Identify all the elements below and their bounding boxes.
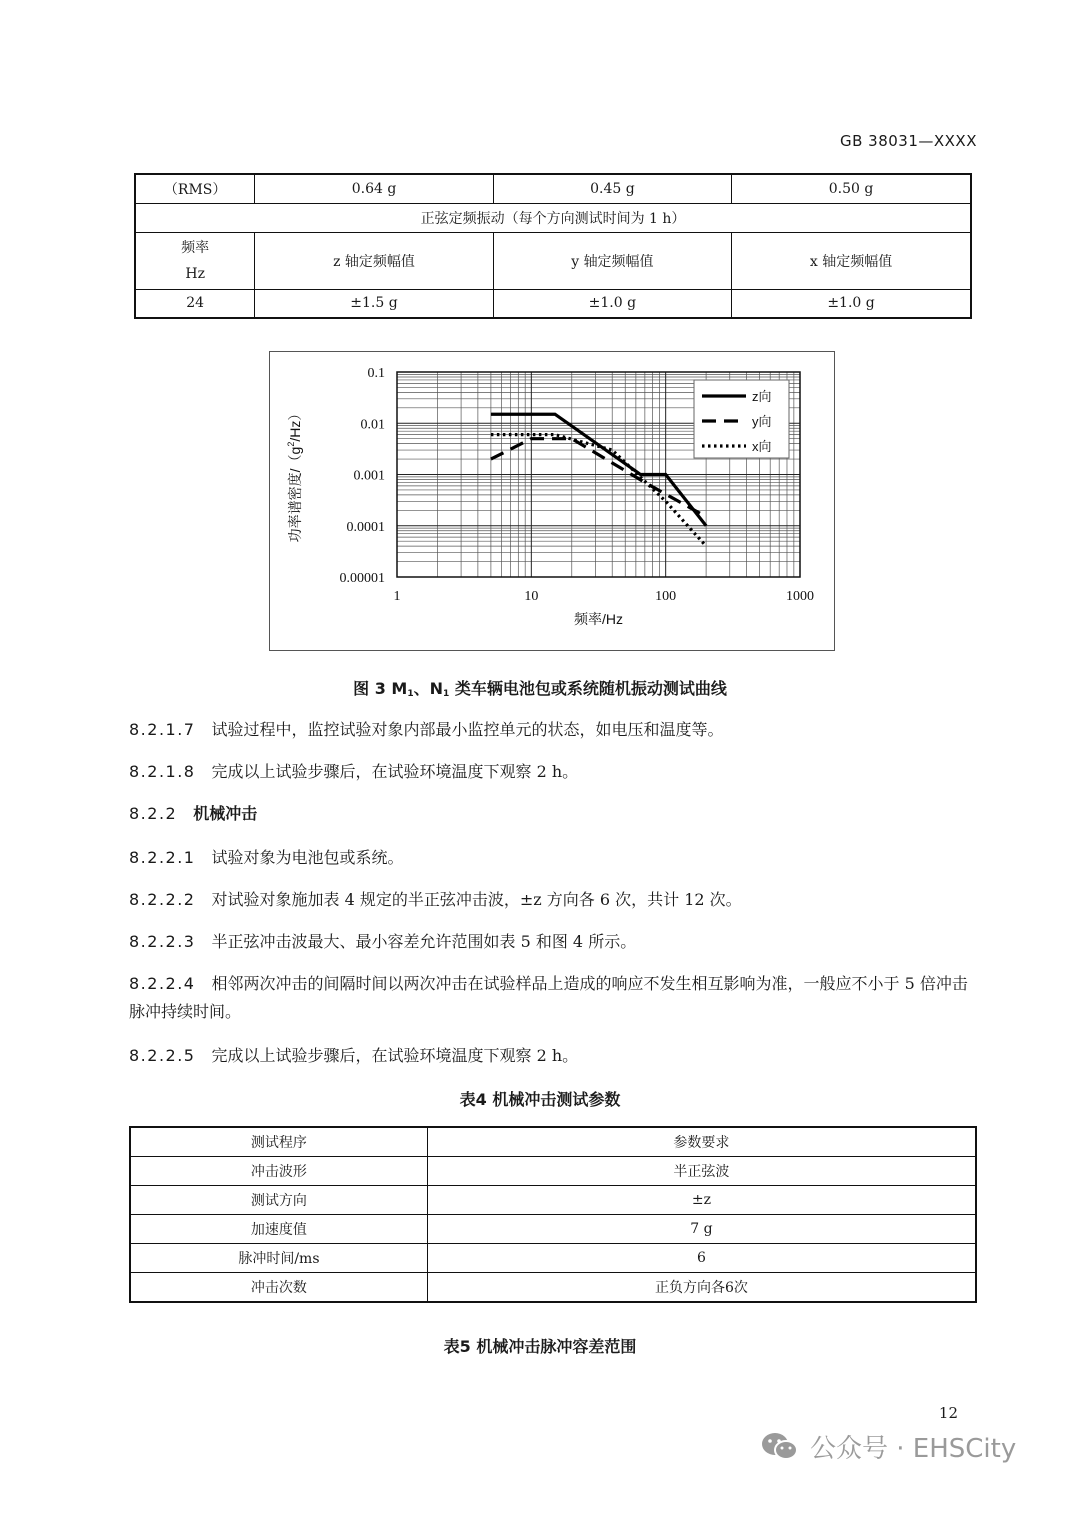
table-cell: 参数要求: [427, 1127, 976, 1157]
y-axis-label: 功率谱密度$/(g^2/Hz)$: [286, 406, 303, 543]
z-amplitude-header: z 轴定频幅值: [255, 232, 493, 289]
figure-caption: 图 3 $M_1$、$N_1$ 类车辆电池包或系统随机振动测试曲线: [353, 679, 727, 699]
y-tick-label: 0.0001: [346, 519, 385, 535]
z-amplitude-value: ±1.5 g: [255, 289, 493, 318]
section-heading-8-2-2: 8.2.2 机械冲击: [129, 804, 258, 823]
y-tick-label: 0.001: [353, 468, 385, 484]
rms-y-value: 0.45 g: [493, 174, 731, 203]
table-cell: 7 g: [427, 1215, 976, 1244]
x-tick-label: 10: [524, 589, 539, 604]
rms-x-value: 0.50 g: [732, 174, 971, 203]
vibration-params-table: [134, 173, 972, 319]
table-cell: 冲击波形: [130, 1157, 427, 1186]
paragraph-8-2-2-1: 8.2.2.1 试验对象为电池包或系统。: [129, 848, 404, 867]
table-cell: ±z: [427, 1186, 976, 1215]
table-cell: 脉冲时间/ms: [130, 1244, 427, 1273]
sine-vibration-title: 正弦定频振动（每个方向测试时间为 1 h）: [135, 203, 971, 232]
table5-caption: 表5 机械冲击脉冲容差范围: [443, 1337, 637, 1356]
frequency-label: 频率: [181, 239, 210, 256]
page-number: 12: [938, 1404, 958, 1422]
paragraph-8-2-2-5: 8.2.2.5 完成以上试验步骤后，在试验环境温度下观察 2 h。: [129, 1046, 579, 1065]
table-row: [130, 1244, 976, 1273]
x-tick-label: 100: [655, 589, 677, 604]
frequency-unit: Hz: [185, 265, 205, 282]
table-cell: 加速度值: [130, 1215, 427, 1244]
rms-label: （RMS）: [135, 174, 255, 203]
paragraph-8-2-2-4: 8.2.2.4 相邻两次冲击的间隔时间以两次冲击在试验样品上造成的响应不发生相互影响为准，一般应不小于 5 倍冲击脉冲持续时间。: [129, 974, 968, 1021]
x-amplitude-value: ±1.0 g: [732, 289, 971, 318]
table-row: [130, 1215, 976, 1244]
legend-label: z向: [752, 389, 772, 404]
psd-chart: [270, 352, 834, 650]
legend-label: y向: [752, 414, 772, 429]
table-row: [130, 1157, 976, 1186]
x-axis-label: 频率/Hz: [574, 611, 623, 627]
table-cell: 测试方向: [130, 1186, 427, 1215]
mechanical-shock-table: [129, 1126, 977, 1303]
table-row: [130, 1273, 976, 1303]
frequency-value: 24: [135, 289, 255, 318]
table-cell: 6: [427, 1244, 976, 1273]
paragraph-8-2-2-2: 8.2.2.2 对试验对象施加表 4 规定的半正弦冲击波，±z 方向各 6 次，共计 12 次。: [129, 890, 742, 909]
x-tick-label: 1: [393, 589, 401, 604]
table-cell: 冲击次数: [130, 1273, 427, 1303]
watermark: [760, 1428, 1016, 1465]
x-amplitude-header: x 轴定频幅值: [732, 232, 971, 289]
table-cell: 测试程序: [130, 1127, 427, 1157]
psd-chart-frame: [269, 351, 835, 651]
y-amplitude-header: y 轴定频幅值: [493, 232, 731, 289]
rms-z-value: 0.64 g: [255, 174, 493, 203]
y-tick-label: 0.01: [360, 417, 385, 433]
paragraph-8-2-1-7: 8.2.1.7 试验过程中，监控试验对象内部最小监控单元的状态，如电压和温度等。: [129, 720, 724, 739]
paragraph-8-2-1-8: 8.2.1.8 完成以上试验步骤后，在试验环境温度下观察 2 h。: [129, 762, 579, 781]
wechat-icon: [760, 1431, 800, 1463]
standard-code: GB 38031—XXXX: [839, 132, 977, 150]
series-line: [491, 435, 706, 547]
table-cell: 半正弦波: [427, 1157, 976, 1186]
y-tick-label: 0.00001: [339, 571, 385, 586]
table4-caption: 表4 机械冲击测试参数: [459, 1090, 621, 1109]
y-tick-label: 0.1: [367, 366, 385, 381]
paragraph-8-2-2-3: 8.2.2.3 半正弦冲击波最大、最小容差允许范围如表 5 和图 4 所示。: [129, 932, 637, 951]
table-cell: 正负方向各6次: [427, 1273, 976, 1303]
x-tick-label: 1000: [786, 589, 814, 604]
watermark-text: 公众号 · EHSCity: [810, 1434, 1017, 1464]
frequency-header: [135, 232, 255, 289]
legend-label: x向: [752, 439, 772, 454]
y-amplitude-value: ±1.0 g: [493, 289, 731, 318]
table-row: [130, 1127, 976, 1157]
table-row: [130, 1186, 976, 1215]
